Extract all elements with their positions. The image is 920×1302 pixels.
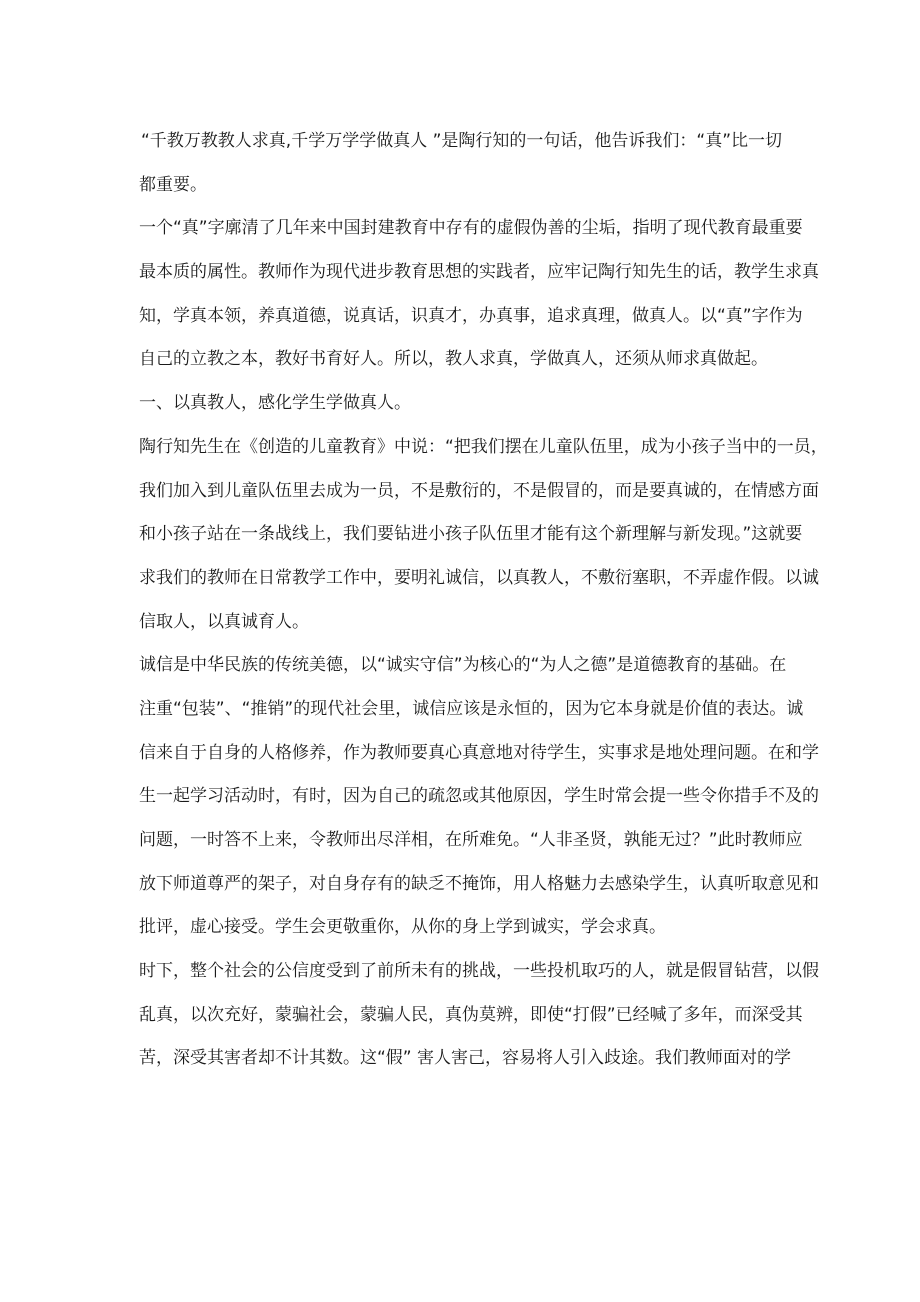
text-line-21: 乱真，以次充好，蒙骗社会，蒙骗人民，真伪莫辨，即使“打假”已经喊了多年，而深受其 bbox=[139, 1004, 803, 1025]
document-body bbox=[139, 120, 828, 1081]
text-line-17: 问题，一时答不上来，令教师出尽洋相，在所难免。“人非圣贤，孰能无过？”此时教师应 bbox=[139, 830, 803, 850]
text-line-10: 和小孩子站在一条战线上，我们要钻进小孩子队伍里才能有这个新理解与新发现。”这就要 bbox=[139, 524, 803, 545]
text-line-6: 自己的立教之本，教好书育好人。所以，教人求真，学做真人，还须从师求真做起。 bbox=[139, 349, 768, 370]
text-line-9: 我们加入到儿童队伍里去成为一员，不是敷衍的，不是假冒的，而是要真诚的，在情感方面 bbox=[139, 480, 819, 501]
text-line-14: 注重“包装”、“推销”的现代社会里，诚信应该是永恒的，因为它本身就是价值的表达。诚 bbox=[139, 698, 804, 719]
text-line-3: 一个“真”字廓清了几年来中国封建教育中存有的虚假伪善的尘垢，指明了现代教育最重要 bbox=[139, 218, 803, 239]
text-line-16: 生一起学习活动时，有时，因为自己的疏忽或其他原因，学生时常会提一些令你措手不及的 bbox=[139, 786, 819, 807]
text-line-8: 陶行知先生在《创造的儿童教育》中说：“把我们摆在儿童队伍里，成为小孩子当中的一员， bbox=[139, 436, 828, 457]
text-line-2: 都重要。 bbox=[139, 174, 207, 195]
text-line-13: 诚信是中华民族的传统美德，以“诚实守信”为核心的“为人之德”是道德教育的基础。在 bbox=[139, 655, 787, 676]
text-line-4: 最本质的属性。教师作为现代进步教育思想的实践者，应牢记陶行知先生的话，教学生求真 bbox=[139, 262, 819, 283]
section-heading: 一、以真教人，感化学生学做真人。 bbox=[139, 393, 411, 414]
text-line-20: 时下，整个社会的公信度受到了前所未有的挑战，一些投机取巧的人，就是假冒钻营，以假 bbox=[139, 961, 819, 982]
text-line-18: 放下师道尊严的架子，对自身存有的缺乏不掩饰，用人格魅力去感染学生，认真听取意见和 bbox=[139, 873, 819, 894]
text-line-12: 信取人，以真诚育人。 bbox=[139, 611, 309, 632]
text-line-11: 求我们的教师在日常教学工作中，要明礼诚信，以真教人，不敷衍塞职，不弄虚作假。以诚 bbox=[139, 567, 819, 588]
text-line-19: 批评，虚心接受。学生会更敬重你，从你的身上学到诚实，学会求真。 bbox=[139, 917, 666, 938]
text-line-15: 信来自于自身的人格修养，作为教师要真心真意地对待学生，实事求是地处理问题。在和学 bbox=[139, 742, 819, 763]
text-line-22: 苦，深受其害者却不计其数。这“假” 害人害己，容易将人引入歧途。我们教师面对的学 bbox=[139, 1048, 792, 1069]
text-line-1: “千教万教教人求真,千学万学学做真人 ”是陶行知的一句话，他告诉我们：“真”比一切 bbox=[141, 131, 783, 151]
text-line-5: 知，学真本领，养真道德，说真话，识真才，办真事，追求真理，做真人。以“真”字作为 bbox=[139, 305, 803, 326]
